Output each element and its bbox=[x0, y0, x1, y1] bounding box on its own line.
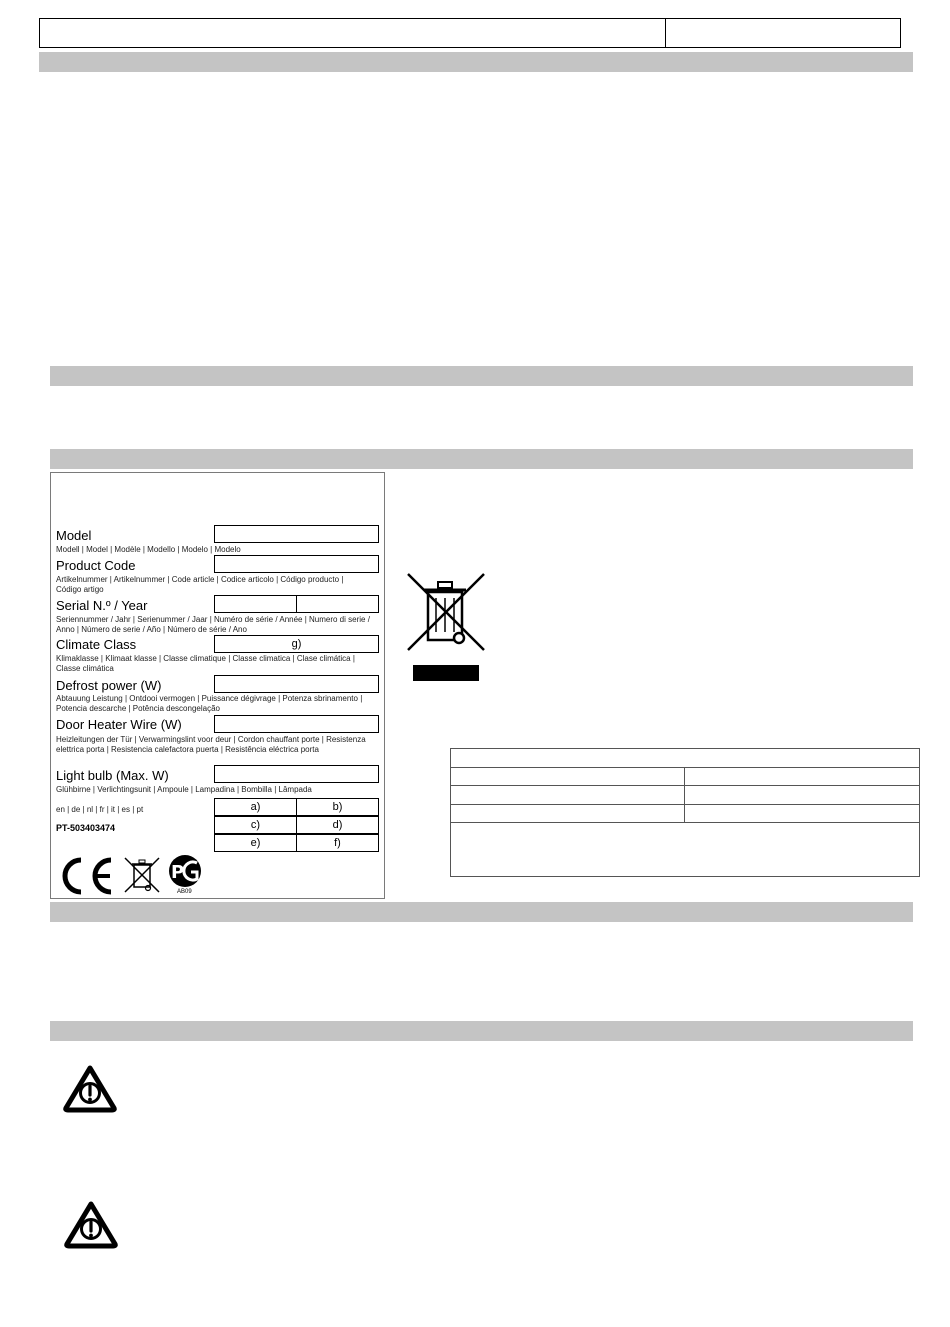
light-bulb-label: Light bulb (Max. W) bbox=[56, 768, 169, 783]
table-row-line-4 bbox=[451, 822, 919, 823]
grid-cell-e-text: e) bbox=[250, 837, 261, 849]
grid-cell-d bbox=[296, 816, 379, 834]
section-bar-1 bbox=[39, 52, 913, 72]
climate-class-field bbox=[214, 635, 379, 653]
logo-caption: AB09 bbox=[177, 889, 192, 895]
section-bar-2 bbox=[50, 366, 913, 386]
language-list: en | de | nl | fr | it | es | pt bbox=[56, 805, 144, 814]
rating-plate bbox=[50, 472, 385, 899]
serial-label: Serial N.º / Year bbox=[56, 598, 148, 613]
light-bulb-field bbox=[214, 765, 379, 783]
model-field bbox=[214, 525, 379, 543]
table-row-line-2 bbox=[451, 785, 919, 786]
header-left-box bbox=[39, 18, 666, 48]
grid-cell-a bbox=[214, 798, 297, 816]
grid-cell-c-text: c) bbox=[250, 819, 261, 831]
ce-mark-icon bbox=[55, 856, 117, 896]
climate-class-value: g) bbox=[291, 638, 302, 650]
section-bar-4 bbox=[50, 902, 913, 922]
door-heater-field bbox=[214, 715, 379, 733]
table-column-divider bbox=[684, 767, 685, 822]
table-row-line-1 bbox=[451, 767, 919, 768]
defrost-power-translations: Abtauung Leistung | Ontdooi vermogen | Puissance dégivrage | Potenza sbrinamento | Potencia descarche | Potência descongelação bbox=[56, 694, 363, 713]
climate-class-translations: Klimaklasse | Klimaat klasse | Classe climatique | Classe climatica | Clase climática | Classe climática bbox=[56, 654, 355, 673]
header-right-box bbox=[665, 18, 901, 48]
warning-icon-2 bbox=[62, 1199, 120, 1251]
section-bar-5 bbox=[50, 1021, 913, 1041]
grid-cell-e bbox=[214, 834, 297, 852]
weee-black-bar bbox=[413, 665, 479, 681]
grid-cell-f-text: f) bbox=[334, 837, 341, 849]
door-heater-translations: Heizleitungen der Tür | Verwarmingslint voor deur | Cordon chauffant porte | Resistenza elettrica porta | Resistencia calefactora puerta | Resistência eléctrica porta bbox=[56, 735, 366, 754]
grid-cell-b bbox=[296, 798, 379, 816]
serial-number-field bbox=[214, 595, 297, 613]
model-translations: Modell | Model | Modèle | Modello | Modelo | Modelo bbox=[56, 545, 241, 554]
svg-text:P: P bbox=[171, 862, 185, 883]
defrost-power-field bbox=[214, 675, 379, 693]
serial-year-field bbox=[296, 595, 379, 613]
weee-bin-small-icon bbox=[121, 855, 163, 895]
defrost-power-label: Defrost power (W) bbox=[56, 678, 162, 693]
product-code-field bbox=[214, 555, 379, 573]
grid-cell-d-text: d) bbox=[332, 819, 343, 831]
part-code: PT-503403474 bbox=[56, 823, 116, 833]
serial-translations: Seriennummer / Jahr | Serienummer / Jaar | Numéro de série / Année | Numero di serie / Anno | Número de serie / Año | Número de série / Ano bbox=[56, 615, 370, 634]
energy-table bbox=[450, 748, 920, 877]
light-bulb-translations: Glühbirne | Verlichtingsunit | Ampoule | Lampadina | Bombilla | Lâmpada bbox=[56, 785, 312, 794]
grid-cell-b-text: b) bbox=[332, 801, 343, 813]
grid-cell-a-text: a) bbox=[250, 801, 261, 813]
table-row-line-3 bbox=[451, 804, 919, 805]
grid-cell-f bbox=[296, 834, 379, 852]
weee-bin-icon bbox=[404, 570, 488, 654]
product-code-label: Product Code bbox=[56, 558, 136, 573]
climate-class-label: Climate Class bbox=[56, 637, 137, 652]
pct-certification-icon bbox=[163, 853, 209, 893]
product-code-translations: Artikelnummer | Artikelnummer | Code article | Codice articolo | Código producto | Código artigo bbox=[56, 575, 344, 594]
warning-icon bbox=[62, 1063, 118, 1115]
door-heater-label: Door Heater Wire (W) bbox=[56, 717, 182, 732]
grid-cell-c bbox=[214, 816, 297, 834]
section-bar-3 bbox=[50, 449, 913, 469]
model-label: Model bbox=[56, 528, 92, 543]
